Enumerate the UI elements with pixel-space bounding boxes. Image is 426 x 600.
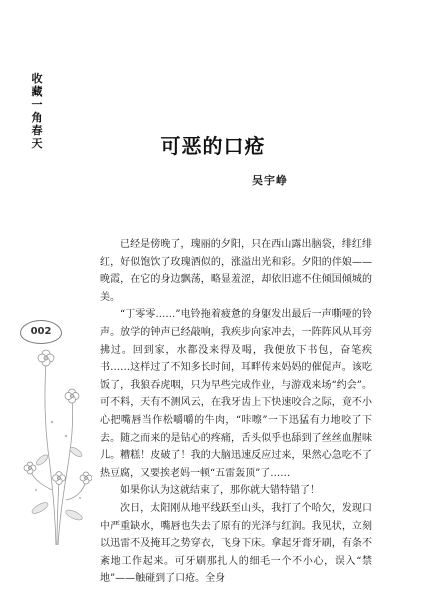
paragraph: “丁零零……”电铃拖着疲惫的身躯发出最后一声嘶哑的铃声。放学的钟声已经敲响，我疾步向家冲去，一阵阵风从耳旁拂过。回到家，水都没来得及喝，我便放下书包，奋笔疾书……这样过了不知多长时间，耳畔传来妈妈的催促声。该吃饭了，我狼吞虎咽，只为早些完成作业，与游戏来场“约会”。可不料，天有不测风云，在我牙齿上下快速咬合之际，竟不小心把嘴唇当作松嚼嚼的牛肉，“咔嚓”一下迅猛有力地咬了下去。随之而来的是钻心的疼痛，舌头似乎也舔到了丝丝血腥味儿。糟糕！皮破了！我的大脑迅速反应过来，果然心急吃不了热豆腐，又要挨老妈一顿“五雷轰顶”了…… — [100, 309, 372, 479]
article-author: 吴宇峥 — [252, 174, 288, 187]
paragraph: 已经是傍晚了，瑰丽的夕阳，只在西山露出脑袋，绯红绯红，好似饱饮了玫瑰酒似的，涨溢出光和彩。夕阳的伴娘——晚霞，在它的身边飘荡，略显羞涩，却依旧遮不住倾国倾城的美。 — [100, 239, 372, 303]
paragraph: 如果你认为这就结束了，那你就大错特错了！ — [120, 485, 320, 497]
page-number-badge: 002 — [20, 320, 62, 344]
paragraph: 次日，太阳刚从地平线跃至山头，我打了个哈欠，发现口中严重缺水，嘴唇也失去了原有的光泽与红润。我见状，立刻以迅雷不及掩耳之势穿衣，飞身下床。拿起牙膏牙刷，有条不紊地工作起来。可牙刷那扎人的细毛一个不小心，误入“禁地”——触碰到了口疮。全身 — [100, 502, 372, 585]
article-title: 可恶的口疮 — [160, 134, 266, 158]
flower-illustration — [22, 340, 92, 545]
flower-blossoms — [24, 350, 92, 484]
article-body — [100, 236, 372, 588]
book-side-title: 收藏一角春天 — [31, 72, 43, 150]
